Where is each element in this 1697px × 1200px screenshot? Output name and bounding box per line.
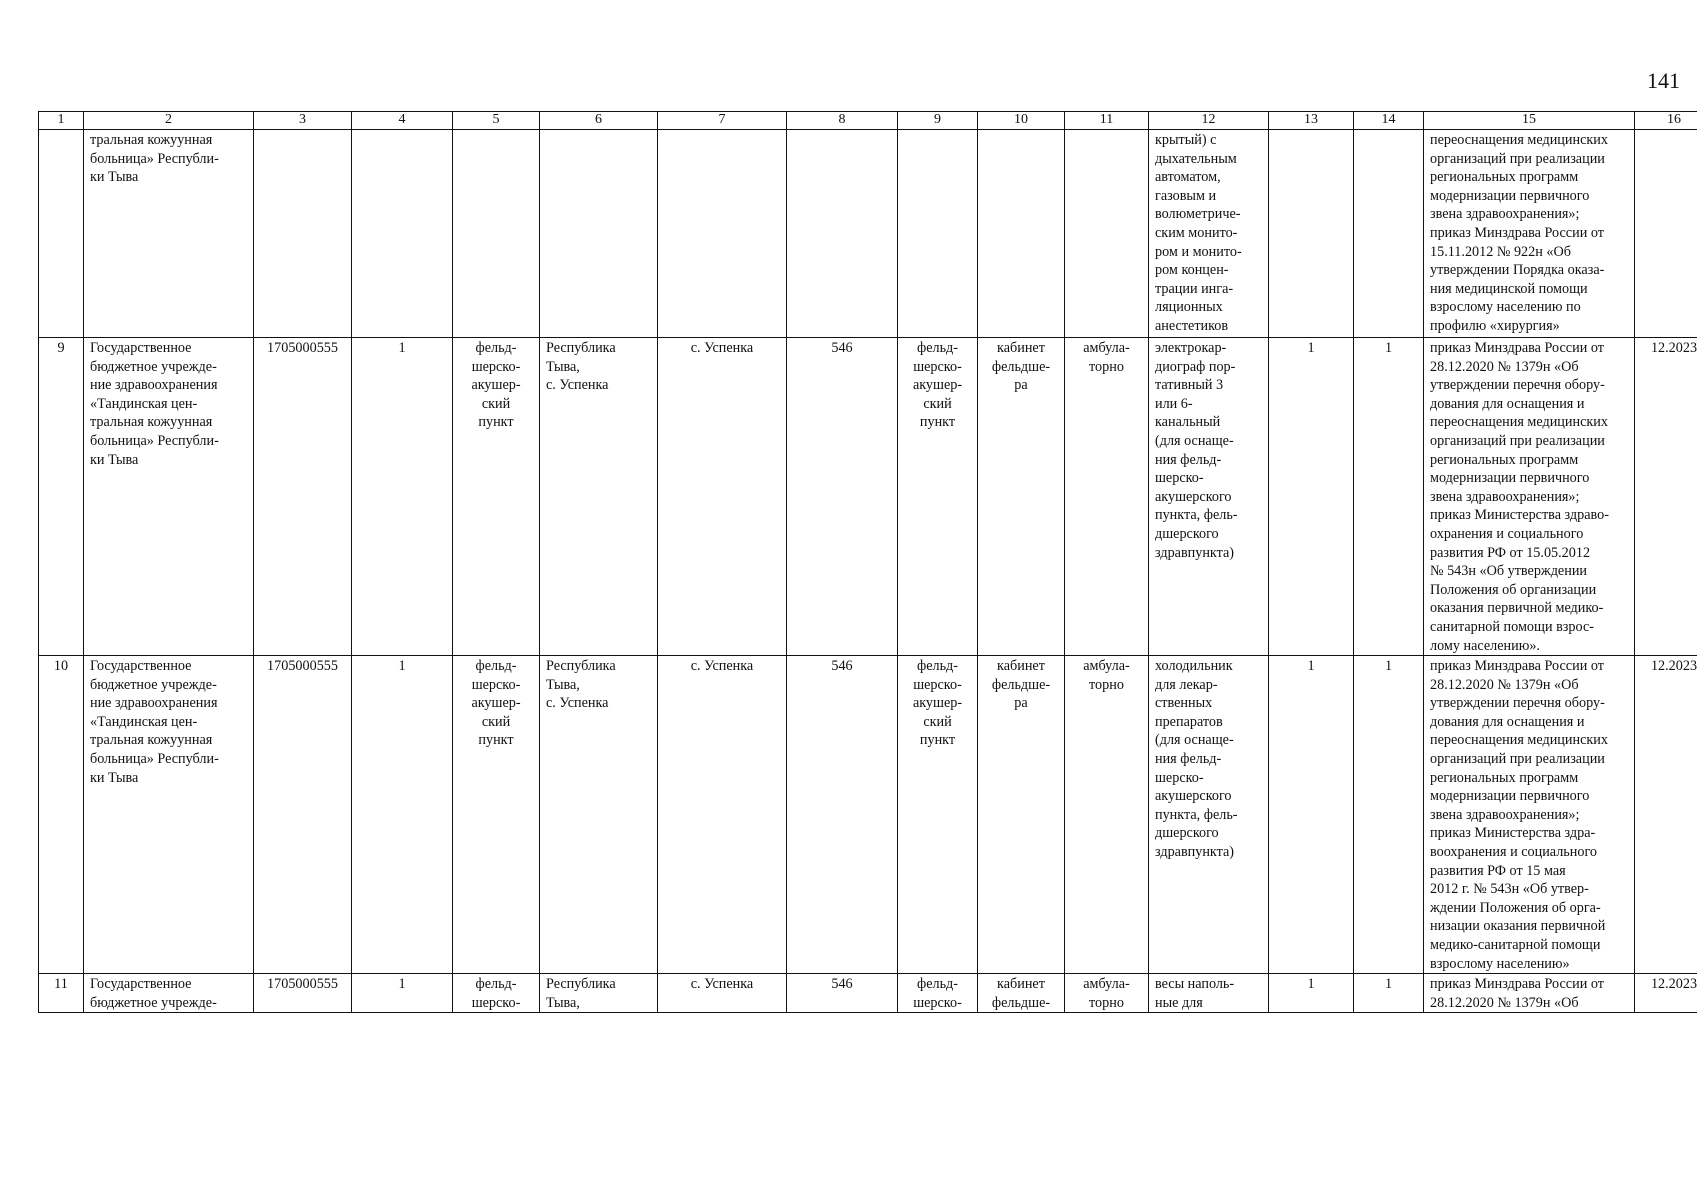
cell-line: приказ Минздрава России от xyxy=(1430,976,1604,993)
cell-line: трации инга- xyxy=(1155,280,1234,297)
column-number-3: 3 xyxy=(254,112,352,130)
cell-line: фельд- xyxy=(917,340,958,356)
cell-line: фельдше- xyxy=(991,676,1051,693)
cell-line: Государственное xyxy=(90,658,192,675)
table-body xyxy=(39,112,1697,1013)
cell-line: Тыва, xyxy=(546,358,580,375)
cell-line: акушер- xyxy=(912,377,963,394)
cell-line: больница» Республи- xyxy=(90,432,219,449)
address-cell xyxy=(540,656,658,974)
cell-line: региональных программ xyxy=(1430,769,1579,786)
cell-line: ра xyxy=(1014,377,1028,394)
column-number-8: 8 xyxy=(787,112,898,130)
quantity-needed-cell xyxy=(1354,130,1424,338)
population-cell: 546 xyxy=(787,338,898,656)
equipment-table xyxy=(38,111,1697,1013)
cell-line: Положения об организации xyxy=(1430,581,1597,598)
cell-line: Республика xyxy=(546,340,616,356)
cell-line: торно xyxy=(1089,676,1124,693)
unit-cell xyxy=(898,130,978,338)
cell-line: бюджетное учрежде- xyxy=(90,358,217,375)
column-number-6: 6 xyxy=(540,112,658,130)
organization-cell xyxy=(84,130,254,338)
cell-line: ра xyxy=(1014,695,1028,712)
cell-line: модернизации первичного xyxy=(1430,187,1590,204)
cell-line: бюджетное учрежде- xyxy=(90,676,217,693)
care-mode-cell xyxy=(1065,974,1149,1013)
column-number-12: 12 xyxy=(1149,112,1269,130)
cell-line: канальный xyxy=(1155,414,1221,431)
cell-line: диограф пор- xyxy=(1155,358,1236,375)
table-row xyxy=(39,130,1697,338)
cell-line: дыхательным xyxy=(1155,150,1237,167)
cell-line: 28.12.2020 № 1379н «Об xyxy=(1430,994,1579,1011)
cell-line: ные для xyxy=(1155,994,1203,1011)
cell-line: тральная кожуунная xyxy=(90,732,213,749)
cell-line: взрослому населению по xyxy=(1430,299,1581,316)
unit-cell xyxy=(898,974,978,1013)
cell-line: ром и монито- xyxy=(1155,243,1242,260)
cell-line: ки Тыва xyxy=(90,769,139,786)
room-cell xyxy=(978,974,1065,1013)
count-cell xyxy=(352,130,453,338)
cell-line: дования для оснащения и xyxy=(1430,713,1585,730)
cell-line: приказ Минздрава России от xyxy=(1430,340,1604,356)
cell-line: фельд- xyxy=(475,340,517,356)
cell-line: акушер- xyxy=(471,377,521,394)
cell-line: фельд- xyxy=(917,658,958,675)
cell-line: воохранения и социального xyxy=(1430,844,1598,861)
column-number-7: 7 xyxy=(658,112,787,130)
row-number-cell: 10 xyxy=(39,656,84,974)
column-number-16: 16 xyxy=(1635,112,1697,130)
cell-line: фельд- xyxy=(475,658,517,675)
cell-line: шерско- xyxy=(1155,470,1204,487)
cell-line: звена здравоохранения»; xyxy=(1430,488,1580,505)
column-number-10: 10 xyxy=(978,112,1065,130)
cell-line: пункт xyxy=(478,732,514,749)
cell-line: кабинет xyxy=(997,658,1045,675)
cell-line: волюметриче- xyxy=(1155,206,1241,223)
cell-line: препаратов xyxy=(1155,713,1223,730)
care-mode-cell xyxy=(1065,656,1149,974)
count-cell: 1 xyxy=(352,338,453,656)
cell-line: шерско- xyxy=(913,358,962,375)
column-number-5: 5 xyxy=(453,112,540,130)
cell-line: торно xyxy=(1089,358,1124,375)
cell-line: приказ Минздрава России от xyxy=(1430,658,1604,675)
address-cell xyxy=(540,338,658,656)
row-number-cell xyxy=(39,130,84,338)
cell-line: шерско- xyxy=(1155,769,1204,786)
cell-line: автоматом, xyxy=(1155,169,1221,186)
cell-line: № 543н «Об утверждении xyxy=(1430,563,1588,580)
cell-line: тральная кожуунная xyxy=(90,132,213,148)
cell-line: организаций при реализации xyxy=(1430,150,1605,167)
cell-line: ния фельд- xyxy=(1155,751,1222,768)
column-number-11: 11 xyxy=(1065,112,1149,130)
cell-line: приказ Министерства здра- xyxy=(1430,825,1596,842)
cell-line: (для оснаще- xyxy=(1155,732,1234,749)
cell-line: с. Успенка xyxy=(546,695,609,712)
cell-line: фельдше- xyxy=(991,358,1051,375)
column-number-2: 2 xyxy=(84,112,254,130)
cell-line: шерско- xyxy=(913,994,962,1011)
cell-line: 28.12.2020 № 1379н «Об xyxy=(1430,358,1579,375)
cell-line: модернизации первичного xyxy=(1430,788,1590,805)
cell-line: дования для оснащения и xyxy=(1430,395,1585,412)
deadline-cell: 12.2023 xyxy=(1635,656,1697,974)
cell-line: взрослому населению» xyxy=(1430,955,1570,972)
cell-line: здравпункта) xyxy=(1155,544,1235,561)
cell-line: тативный 3 xyxy=(1155,377,1224,394)
settlement-cell: с. Успенка xyxy=(658,338,787,656)
cell-line: больница» Республи- xyxy=(90,751,219,768)
column-number-13: 13 xyxy=(1269,112,1354,130)
cell-line: 28.12.2020 № 1379н «Об xyxy=(1430,676,1579,693)
settlement-cell: с. Успенка xyxy=(658,656,787,974)
cell-line: газовым и xyxy=(1155,187,1217,204)
cell-line: акушер- xyxy=(912,695,963,712)
settlement-cell xyxy=(658,130,787,338)
column-number-row xyxy=(39,112,1697,130)
room-cell xyxy=(978,656,1065,974)
column-number-9: 9 xyxy=(898,112,978,130)
column-number-15: 15 xyxy=(1424,112,1635,130)
cell-line: пункт xyxy=(919,732,956,749)
cell-line: холодильник xyxy=(1155,658,1233,675)
population-cell: 546 xyxy=(787,656,898,974)
legal-basis-cell xyxy=(1424,974,1635,1013)
cell-line: ние здравоохранения xyxy=(90,377,218,394)
cell-line: ки Тыва xyxy=(90,451,139,468)
inn-cell: 1705000555 xyxy=(254,974,352,1013)
cell-line: звена здравоохранения»; xyxy=(1430,806,1580,823)
care-mode-cell xyxy=(1065,338,1149,656)
cell-line: кабинет xyxy=(997,976,1045,993)
organization-cell xyxy=(84,974,254,1013)
cell-line: с. Успенка xyxy=(546,377,609,394)
cell-line: бюджетное учрежде- xyxy=(90,994,217,1011)
cell-line: утверждении перечня обору- xyxy=(1430,695,1605,712)
cell-line: ский xyxy=(923,713,952,730)
column-number-14: 14 xyxy=(1354,112,1424,130)
cell-line: шерско- xyxy=(471,994,521,1011)
care-mode-cell xyxy=(1065,130,1149,338)
quantity-needed-cell: 1 xyxy=(1354,338,1424,656)
cell-line: приказ Минздрава России от xyxy=(1430,224,1604,241)
column-number-4: 4 xyxy=(352,112,453,130)
equipment-cell xyxy=(1149,974,1269,1013)
address-cell xyxy=(540,130,658,338)
legal-basis-cell xyxy=(1424,656,1635,974)
facility-type-cell xyxy=(453,338,540,656)
cell-line: шерско- xyxy=(913,676,962,693)
row-number-cell: 11 xyxy=(39,974,84,1013)
cell-line: фельдше- xyxy=(991,994,1051,1011)
cell-line: весы наполь- xyxy=(1155,976,1235,993)
quantity-cell xyxy=(1269,130,1354,338)
cell-line: Государственное xyxy=(90,340,192,356)
cell-line: кабинет xyxy=(997,340,1045,356)
cell-line: «Тандинская цен- xyxy=(90,395,198,412)
cell-line: Тыва, xyxy=(546,994,580,1011)
unit-cell xyxy=(898,338,978,656)
cell-line: «Тандинская цен- xyxy=(90,713,198,730)
cell-line: пункта, фель- xyxy=(1155,507,1238,524)
cell-line: дшерского xyxy=(1155,525,1219,542)
count-cell: 1 xyxy=(352,656,453,974)
quantity-cell: 1 xyxy=(1269,338,1354,656)
cell-line: ский xyxy=(481,395,511,412)
cell-line: больница» Республи- xyxy=(90,150,219,167)
room-cell xyxy=(978,338,1065,656)
legal-basis-cell xyxy=(1424,130,1635,338)
equipment-cell xyxy=(1149,130,1269,338)
cell-line: Республика xyxy=(546,976,616,993)
cell-line: переоснащения медицинских xyxy=(1430,732,1608,749)
cell-line: ждении Положения об орга- xyxy=(1430,899,1601,916)
facility-type-cell xyxy=(453,974,540,1013)
legal-basis-cell xyxy=(1424,338,1635,656)
cell-line: крытый) с xyxy=(1155,132,1217,148)
cell-line: приказ Министерства здраво- xyxy=(1430,507,1609,524)
cell-line: ния фельд- xyxy=(1155,451,1222,468)
table-row xyxy=(39,338,1697,656)
inn-cell: 1705000555 xyxy=(254,656,352,974)
cell-line: развития РФ от 15.05.2012 xyxy=(1430,544,1591,561)
cell-line: 15.11.2012 № 922н «Об xyxy=(1430,243,1571,260)
cell-line: 2012 г. № 543н «Об утвер- xyxy=(1430,881,1589,898)
cell-line: пункта, фель- xyxy=(1155,806,1238,823)
cell-line: переоснащения медицинских xyxy=(1430,414,1608,431)
cell-line: ние здравоохранения xyxy=(90,695,218,712)
quantity-cell: 1 xyxy=(1269,974,1354,1013)
row-number-cell: 9 xyxy=(39,338,84,656)
cell-line: тральная кожуунная xyxy=(90,414,213,431)
cell-line: ский xyxy=(481,713,511,730)
cell-line: для лекар- xyxy=(1155,676,1218,693)
inn-cell xyxy=(254,130,352,338)
cell-line: развития РФ от 15 мая xyxy=(1430,862,1566,879)
cell-line: региональных программ xyxy=(1430,169,1579,186)
cell-line: звена здравоохранения»; xyxy=(1430,206,1580,223)
cell-line: акушерского xyxy=(1155,788,1232,805)
cell-line: акушер- xyxy=(471,695,521,712)
cell-line: организаций при реализации xyxy=(1430,432,1605,449)
facility-type-cell xyxy=(453,656,540,974)
table-row xyxy=(39,974,1697,1013)
cell-line: амбула- xyxy=(1083,658,1130,675)
cell-line: ром концен- xyxy=(1155,262,1229,279)
cell-line: или 6- xyxy=(1155,395,1193,412)
cell-line: Республика xyxy=(546,658,616,675)
cell-line: ки Тыва xyxy=(90,169,139,186)
population-cell: 546 xyxy=(787,974,898,1013)
population-cell xyxy=(787,130,898,338)
cell-line: шерско- xyxy=(471,358,521,375)
cell-line: электрокар- xyxy=(1155,340,1227,356)
cell-line: ский xyxy=(923,395,952,412)
equipment-cell xyxy=(1149,656,1269,974)
cell-line: (для оснаще- xyxy=(1155,432,1234,449)
count-cell: 1 xyxy=(352,974,453,1013)
cell-line: акушерского xyxy=(1155,488,1232,505)
cell-line: переоснащения медицинских xyxy=(1430,132,1608,148)
cell-line: пункт xyxy=(919,414,956,431)
cell-line: региональных программ xyxy=(1430,451,1579,468)
cell-line: ляционных xyxy=(1155,299,1223,316)
column-number-1: 1 xyxy=(39,112,84,130)
cell-line: шерско- xyxy=(471,676,521,693)
cell-line: Государственное xyxy=(90,976,192,993)
cell-line: фельд- xyxy=(475,976,517,993)
quantity-cell: 1 xyxy=(1269,656,1354,974)
cell-line: модернизации первичного xyxy=(1430,470,1590,487)
organization-cell xyxy=(84,338,254,656)
cell-line: торно xyxy=(1089,994,1124,1011)
cell-line: здравпункта) xyxy=(1155,844,1235,861)
inn-cell: 1705000555 xyxy=(254,338,352,656)
organization-cell xyxy=(84,656,254,974)
cell-line: оказания первичной медико- xyxy=(1430,600,1604,617)
cell-line: анестетиков xyxy=(1155,317,1229,334)
table-row xyxy=(39,656,1697,974)
deadline-cell: 12.2023 xyxy=(1635,338,1697,656)
cell-line: лому населению». xyxy=(1430,637,1540,654)
cell-line: утверждении Порядка оказа- xyxy=(1430,262,1605,279)
unit-cell xyxy=(898,656,978,974)
address-cell xyxy=(540,974,658,1013)
cell-line: медико-санитарной помощи xyxy=(1430,937,1601,953)
cell-line: ским монито- xyxy=(1155,224,1238,241)
cell-line: ния медицинской помощи xyxy=(1430,280,1588,297)
settlement-cell: с. Успенка xyxy=(658,974,787,1013)
cell-line: организаций при реализации xyxy=(1430,751,1605,768)
cell-line: дшерского xyxy=(1155,825,1219,842)
cell-line: амбула- xyxy=(1083,340,1130,356)
cell-line: санитарной помощи взрос- xyxy=(1430,618,1594,635)
cell-line: профилю «хирургия» xyxy=(1430,317,1560,334)
cell-line: фельд- xyxy=(917,976,958,993)
cell-line: Тыва, xyxy=(546,676,580,693)
facility-type-cell xyxy=(453,130,540,338)
room-cell xyxy=(978,130,1065,338)
deadline-cell: 12.2023 xyxy=(1635,974,1697,1013)
cell-line: ственных xyxy=(1155,695,1213,712)
cell-line: амбула- xyxy=(1083,976,1130,993)
cell-line: охранения и социального xyxy=(1430,525,1584,542)
cell-line: пункт xyxy=(478,414,514,431)
quantity-needed-cell: 1 xyxy=(1354,656,1424,974)
cell-line: утверждении перечня обору- xyxy=(1430,377,1605,394)
cell-line: низации оказания первичной xyxy=(1430,918,1606,935)
page-number: 141 xyxy=(1647,68,1680,93)
deadline-cell xyxy=(1635,130,1697,338)
quantity-needed-cell: 1 xyxy=(1354,974,1424,1013)
equipment-cell xyxy=(1149,338,1269,656)
